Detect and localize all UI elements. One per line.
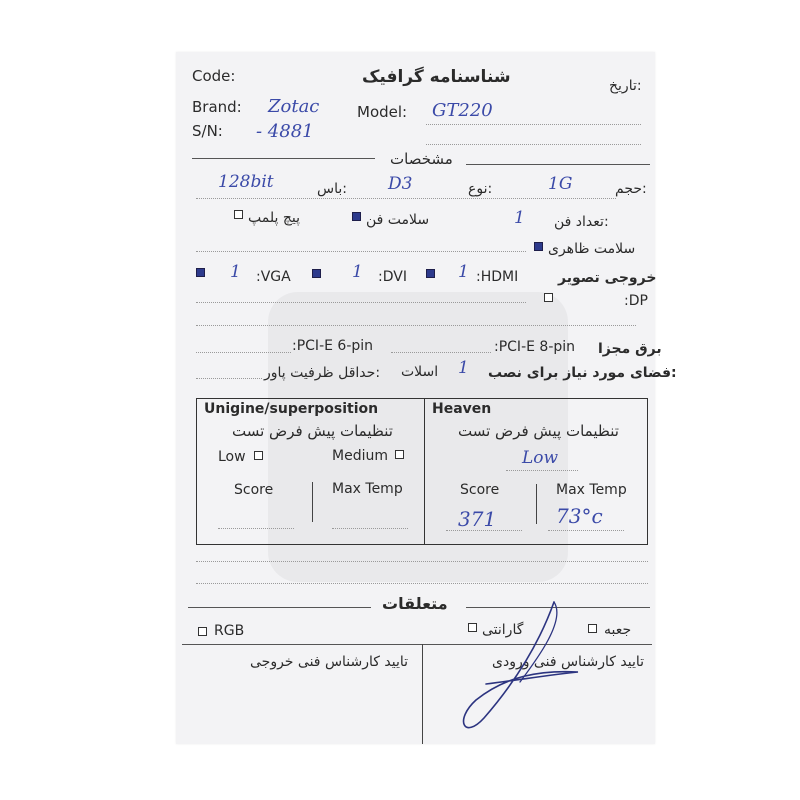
fan-count-label: تعداد فن: bbox=[554, 214, 609, 230]
dotted-line bbox=[218, 528, 294, 529]
hdmi-label: :HDMI bbox=[476, 269, 519, 285]
hdmi-value: 1 bbox=[458, 262, 469, 282]
fan-health-label: سلامت فن bbox=[366, 212, 430, 228]
divider-line bbox=[192, 158, 375, 159]
fan-health-checkbox[interactable] bbox=[352, 212, 361, 221]
warranty-label: گارانتی bbox=[482, 622, 524, 638]
type-value: D3 bbox=[388, 174, 413, 194]
pci-6pin-label: :PCI-E 6-pin bbox=[292, 338, 374, 354]
capacity-value: 1G bbox=[548, 174, 573, 194]
divider-line bbox=[466, 164, 650, 165]
slot-count-value: 1 bbox=[458, 358, 469, 378]
dotted-line bbox=[196, 378, 262, 379]
divider-line bbox=[188, 607, 371, 608]
appearance-label: سلامت ظاهری bbox=[548, 241, 636, 257]
hdmi-checkbox[interactable] bbox=[426, 269, 435, 278]
graphics-card-form bbox=[176, 52, 677, 744]
dotted-line bbox=[196, 325, 636, 326]
power-label: برق مجزا bbox=[598, 341, 662, 357]
brand-label: Brand: bbox=[192, 98, 242, 116]
unigine-title: Unigine/superposition bbox=[204, 401, 379, 417]
heaven-col-divider bbox=[536, 484, 537, 524]
dotted-line bbox=[426, 144, 641, 145]
model-value: GT220 bbox=[432, 100, 493, 121]
min-psu-label: حداقل ظرفیت پاور: bbox=[264, 365, 381, 381]
unigine-low-checkbox[interactable] bbox=[254, 451, 263, 460]
dotted-line bbox=[548, 530, 624, 531]
screw-checkbox[interactable] bbox=[234, 210, 243, 219]
rgb-label: RGB bbox=[214, 623, 245, 639]
dotted-line bbox=[506, 470, 578, 471]
outputs-label: خروجی تصویر bbox=[558, 270, 657, 286]
dvi-label: :DVI bbox=[378, 269, 407, 285]
entry-approval-label: تایید کارشناس فنی ورودی bbox=[492, 654, 645, 670]
dotted-line bbox=[426, 124, 641, 125]
appearance-checkbox[interactable] bbox=[534, 242, 543, 251]
heaven-score-value: 371 bbox=[458, 507, 497, 531]
unigine-temp-label: Max Temp bbox=[332, 481, 403, 497]
screw-label: پیچ پلمپ bbox=[248, 210, 300, 226]
dotted-line bbox=[196, 198, 616, 199]
box-checkbox[interactable] bbox=[588, 624, 597, 633]
unigine-col-divider bbox=[312, 482, 313, 522]
heaven-score-label: Score bbox=[460, 482, 500, 498]
vga-value: 1 bbox=[230, 262, 241, 282]
fan-count-value: 1 bbox=[514, 208, 525, 228]
dotted-line bbox=[332, 528, 408, 529]
unigine-score-label: Score bbox=[234, 482, 274, 498]
capacity-label: حجم: bbox=[615, 181, 647, 197]
exit-approval-label: تایید کارشناس فنی خروجی bbox=[250, 654, 409, 670]
vga-checkbox[interactable] bbox=[196, 268, 205, 277]
dotted-line bbox=[196, 302, 526, 303]
unigine-low-label: Low bbox=[218, 449, 246, 465]
heaven-temp-label: Max Temp bbox=[556, 482, 627, 498]
heaven-temp-value: 73°c bbox=[556, 504, 603, 528]
approval-divider bbox=[422, 644, 423, 744]
slot-label: اسلات bbox=[401, 364, 439, 380]
pci-8pin-label: :PCI-E 8-pin bbox=[494, 339, 576, 355]
sn-label: S/N: bbox=[192, 122, 223, 140]
heaven-title: Heaven bbox=[432, 401, 492, 417]
date-label: تاریخ: bbox=[609, 78, 642, 94]
bus-value: 128bit bbox=[218, 172, 274, 192]
brand-value: Zotac bbox=[268, 96, 320, 117]
heaven-preset-value: Low bbox=[522, 448, 559, 468]
dp-label: :DP bbox=[624, 293, 648, 309]
dotted-line bbox=[446, 530, 522, 531]
dotted-line bbox=[391, 352, 491, 353]
bus-label: باس: bbox=[317, 181, 347, 197]
sn-value: - 4881 bbox=[256, 121, 314, 142]
vga-label: :VGA bbox=[256, 269, 291, 285]
specs-section-title: مشخصات bbox=[390, 150, 453, 168]
dvi-value: 1 bbox=[352, 262, 363, 282]
dotted-line bbox=[196, 352, 291, 353]
unigine-preset-label: تنظیمات پیش فرض تست bbox=[232, 422, 393, 440]
dp-checkbox[interactable] bbox=[544, 293, 553, 302]
dotted-line bbox=[196, 561, 648, 562]
box-label: جعبه bbox=[604, 622, 632, 638]
form-title: شناسنامه گرافیک bbox=[362, 67, 511, 87]
model-label: Model: bbox=[357, 103, 408, 121]
space-label: فضای مورد نیاز برای نصب: bbox=[488, 365, 677, 381]
tests-box-divider bbox=[424, 398, 425, 545]
signature bbox=[446, 600, 586, 740]
type-label: نوع: bbox=[468, 181, 493, 197]
heaven-preset-label: تنظیمات پیش فرض تست bbox=[458, 422, 619, 440]
unigine-medium-label: Medium bbox=[332, 448, 388, 464]
unigine-medium-checkbox[interactable] bbox=[395, 450, 404, 459]
dotted-line bbox=[196, 583, 648, 584]
rgb-checkbox[interactable] bbox=[198, 627, 207, 636]
dotted-line bbox=[196, 251, 526, 252]
dvi-checkbox[interactable] bbox=[312, 269, 321, 278]
code-label: Code: bbox=[192, 67, 236, 85]
accessories-section-title: متعلقات bbox=[382, 594, 448, 613]
